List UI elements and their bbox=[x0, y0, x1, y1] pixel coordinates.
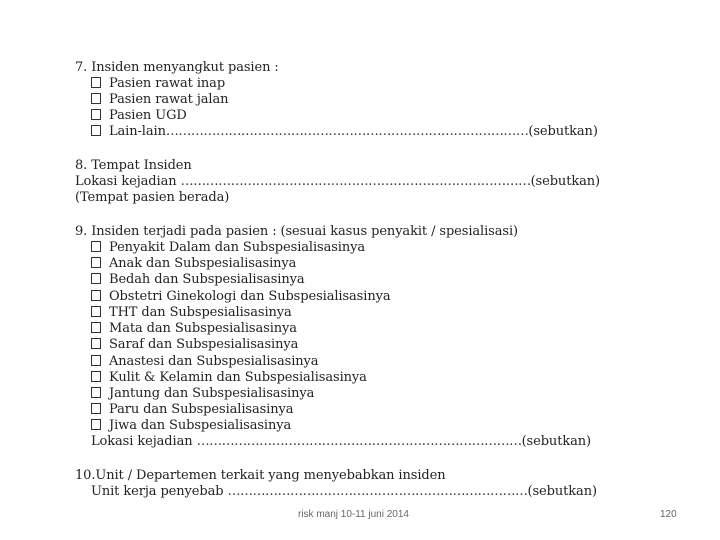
page-number: 120 bbox=[660, 509, 677, 520]
unit-label: Unit kerja penyebab bbox=[91, 484, 224, 499]
checkbox-icon bbox=[91, 322, 101, 333]
option-label: Anak dan Subspesialisasinya bbox=[109, 256, 297, 271]
option-label: Bedah dan Subspesialisasinya bbox=[109, 272, 305, 287]
checkbox-icon bbox=[91, 355, 101, 366]
option-label: Lain-lain bbox=[109, 124, 166, 139]
checkbox-icon bbox=[91, 273, 101, 284]
checkbox-icon bbox=[91, 419, 101, 430]
lokasi-kejadian-row-2 bbox=[91, 434, 591, 450]
option-bedah bbox=[91, 272, 305, 288]
section-9-heading: 9. Insiden terjadi pada pasien : (sesuai kasus penyakit / spesialisasi) bbox=[75, 224, 518, 239]
checkbox-icon bbox=[91, 93, 101, 104]
section-10-heading: 10.Unit / Departemen terkait yang menyebabkan insiden bbox=[75, 468, 446, 483]
checkbox-icon bbox=[91, 338, 101, 349]
checkbox-icon bbox=[91, 387, 101, 398]
option-anak bbox=[91, 256, 296, 272]
sebutkan-note: (sebutkan) bbox=[530, 174, 600, 189]
option-label: Pasien rawat inap bbox=[109, 76, 226, 91]
fill-dots: …………………………………………………………………………… bbox=[165, 124, 529, 139]
section-8-heading: 8. Tempat Insiden bbox=[75, 158, 192, 173]
option-saraf bbox=[91, 337, 298, 353]
unit-kerja-row bbox=[91, 484, 597, 500]
checkbox-icon bbox=[91, 403, 101, 414]
option-label: Penyakit Dalam dan Subspesialisasinya bbox=[109, 240, 366, 255]
checkbox-icon bbox=[91, 290, 101, 301]
option-ugd bbox=[91, 108, 187, 124]
checkbox-icon bbox=[91, 371, 101, 382]
option-mata bbox=[91, 321, 297, 337]
checkbox-icon bbox=[91, 77, 101, 88]
option-label: Pasien rawat jalan bbox=[109, 92, 229, 107]
option-label: Paru dan Subspesialisasinya bbox=[109, 402, 294, 417]
checkbox-icon bbox=[91, 306, 101, 317]
section-7-heading: 7. Insiden menyangkut pasien : bbox=[75, 60, 279, 75]
lokasi-kejadian-row bbox=[75, 174, 600, 190]
option-label: Kulit & Kelamin dan Subspesialisasinya bbox=[109, 370, 367, 385]
option-label: Jiwa dan Subspesialisasinya bbox=[109, 418, 292, 433]
option-obstetri bbox=[91, 289, 390, 305]
sebutkan-note: (sebutkan) bbox=[521, 434, 591, 449]
option-label: THT dan Subspesialisasinya bbox=[109, 305, 292, 320]
option-anastesi bbox=[91, 354, 318, 370]
option-kulit-kelamin bbox=[91, 370, 367, 386]
footer-caption: risk manj 10-11 juni 2014 bbox=[298, 509, 409, 520]
checkbox-icon bbox=[91, 109, 101, 120]
option-lain-lain bbox=[91, 124, 598, 140]
option-jiwa bbox=[91, 418, 291, 434]
option-tht bbox=[91, 305, 292, 321]
fill-dots: ………………………………………………………………………… bbox=[180, 174, 531, 189]
lokasi-label: Lokasi kejadian bbox=[75, 174, 177, 189]
checkbox-icon bbox=[91, 257, 101, 268]
option-rawat-jalan bbox=[91, 92, 228, 108]
option-label: Mata dan Subspesialisasinya bbox=[109, 321, 297, 336]
option-label: Anastesi dan Subspesialisasinya bbox=[109, 354, 319, 369]
option-label: Obstetri Ginekologi dan Subspesialisasinya bbox=[109, 289, 391, 304]
checkbox-icon bbox=[91, 241, 101, 252]
fill-dots: ……………………………………………………………… bbox=[227, 484, 528, 499]
tempat-pasien-note: (Tempat pasien berada) bbox=[75, 190, 230, 205]
option-jantung bbox=[91, 386, 314, 402]
option-penyakit-dalam bbox=[91, 240, 365, 256]
lokasi-label: Lokasi kejadian bbox=[91, 434, 193, 449]
option-label: Saraf dan Subspesialisasinya bbox=[109, 337, 299, 352]
option-label: Pasien UGD bbox=[109, 108, 187, 123]
option-rawat-inap bbox=[91, 76, 225, 92]
fill-dots: …………………………………………………………………… bbox=[196, 434, 522, 449]
option-label: Jantung dan Subspesialisasinya bbox=[109, 386, 315, 401]
sebutkan-note: (sebutkan) bbox=[527, 484, 597, 499]
checkbox-icon bbox=[91, 125, 101, 136]
sebutkan-note: (sebutkan) bbox=[528, 124, 598, 139]
option-paru bbox=[91, 402, 293, 418]
